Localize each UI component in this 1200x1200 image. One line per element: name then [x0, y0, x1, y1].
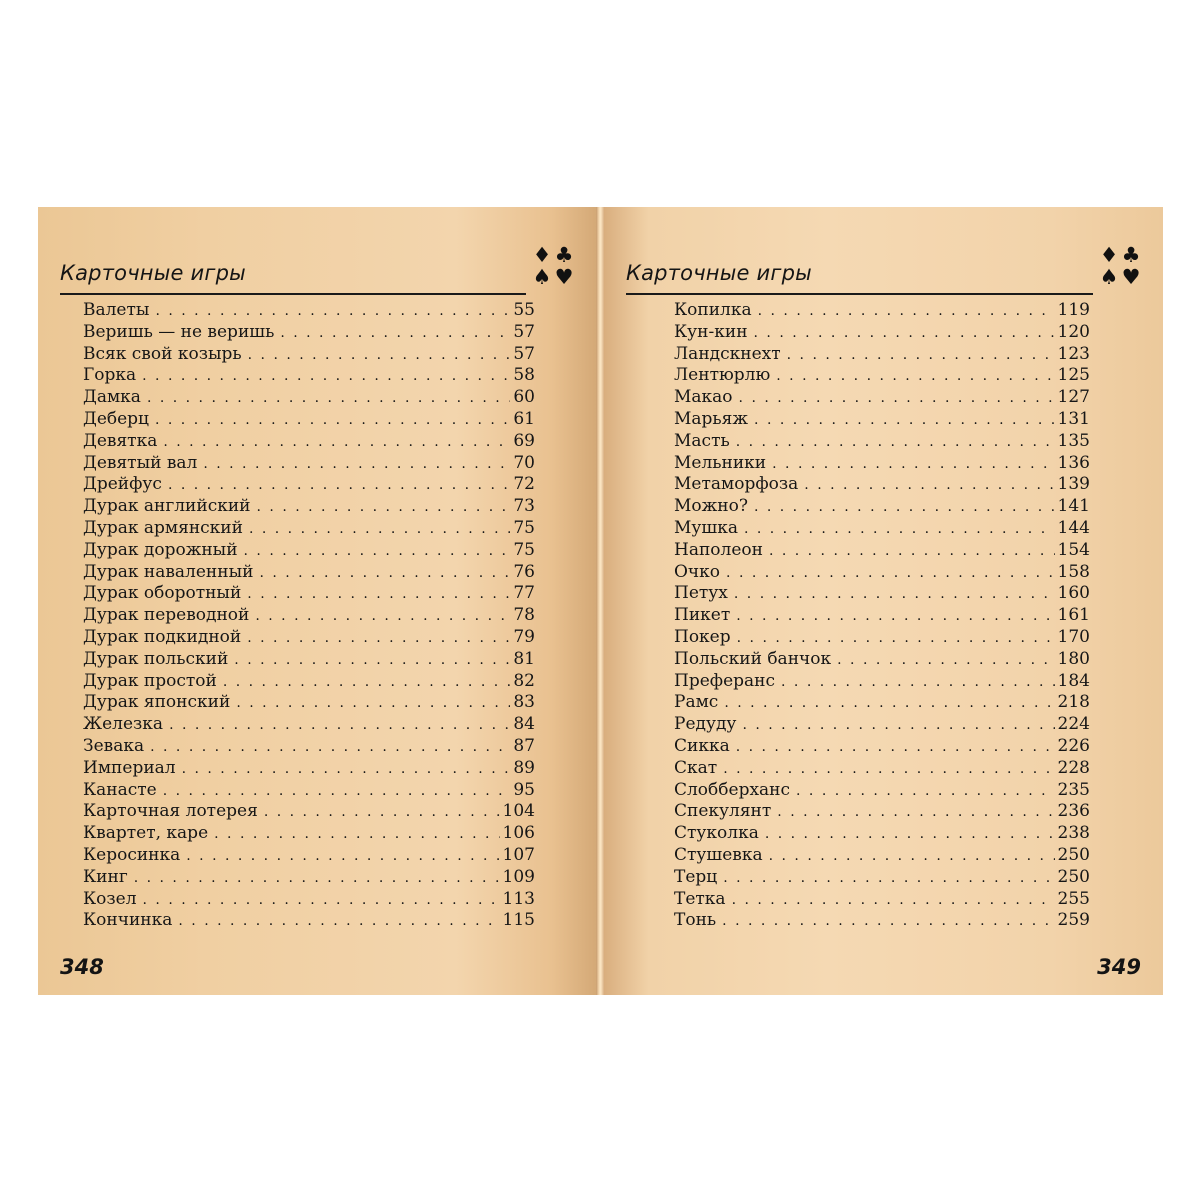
toc-entry: [674, 496, 1090, 518]
dot-leader: [155, 412, 510, 428]
toc-entry: [83, 387, 535, 409]
toc-entry-title: Скат: [674, 757, 718, 778]
dot-leader: [264, 804, 500, 820]
table-of-contents: [674, 300, 1090, 932]
toc-entry-title: Ландскнехт: [674, 343, 781, 364]
dot-leader: [280, 325, 510, 341]
toc-entry-page: 125: [1057, 365, 1090, 386]
toc-entry: [674, 365, 1090, 387]
toc-entry-page: 109: [502, 866, 535, 887]
toc-entry-page: 79: [513, 626, 535, 647]
spade-icon: ♠: [532, 265, 552, 289]
dot-leader: [236, 695, 510, 711]
toc-entry-page: 69: [513, 430, 535, 451]
toc-entry: [674, 736, 1090, 758]
toc-entry-page: 226: [1057, 735, 1090, 756]
toc-entry-title: Пикет: [674, 605, 731, 626]
page-number: 348: [60, 955, 104, 979]
toc-entry: [83, 344, 535, 366]
toc-entry-page: 104: [502, 801, 535, 822]
toc-entry-title: Масть: [674, 430, 730, 451]
toc-entry-page: 136: [1057, 452, 1090, 473]
toc-entry: [674, 431, 1090, 453]
diamond-icon: ♦: [532, 243, 552, 267]
toc-entry-title: Редуду: [674, 714, 737, 735]
dot-leader: [776, 368, 1054, 384]
diamond-icon: ♦: [1099, 243, 1119, 267]
heart-icon: ♥: [554, 265, 574, 289]
running-header: [626, 245, 1149, 295]
toc-entry-title: Канасте: [83, 779, 157, 800]
toc-entry-page: 224: [1057, 714, 1090, 735]
toc-entry-title: Марьяж: [674, 408, 749, 429]
toc-entry: [83, 736, 535, 758]
toc-entry-page: 228: [1057, 757, 1090, 778]
dot-leader: [169, 717, 510, 733]
toc-entry-title: Всяк свой козырь: [83, 343, 242, 364]
toc-entry-page: 115: [502, 910, 535, 931]
toc-entry-title: Сикка: [674, 735, 730, 756]
toc-entry: [674, 823, 1090, 845]
toc-entry: [83, 540, 535, 562]
toc-entry: [674, 627, 1090, 649]
dot-leader: [758, 303, 1055, 319]
toc-entry: [83, 823, 535, 845]
toc-entry-title: Валеты: [83, 300, 150, 320]
dot-leader: [769, 848, 1055, 864]
spade-icon: ♠: [1099, 265, 1119, 289]
heart-icon: ♥: [1121, 265, 1141, 289]
page-number: 349: [1097, 955, 1141, 979]
dot-leader: [186, 848, 499, 864]
dot-leader: [726, 565, 1055, 581]
toc-entry: [83, 300, 535, 322]
toc-entry-title: Слобберханс: [674, 779, 791, 800]
toc-entry: [83, 562, 535, 584]
toc-entry: [83, 649, 535, 671]
dot-leader: [255, 608, 510, 624]
toc-entry-title: Горка: [83, 365, 137, 386]
toc-entry-title: Петух: [674, 583, 728, 604]
toc-entry: [674, 518, 1090, 540]
dot-leader: [736, 608, 1054, 624]
dot-leader: [837, 652, 1054, 668]
toc-entry-title: Дурак простой: [83, 670, 217, 691]
toc-entry: [83, 758, 535, 780]
toc-entry-title: Стушевка: [674, 844, 763, 865]
dot-leader: [155, 303, 510, 319]
toc-entry-page: 113: [502, 888, 535, 909]
toc-entry: [83, 518, 535, 540]
toc-entry-page: 250: [1057, 866, 1090, 887]
toc-entry-title: Железка: [83, 714, 164, 735]
toc-entry: [674, 300, 1090, 322]
toc-entry-title: Дурак переводной: [83, 605, 250, 626]
dot-leader: [257, 499, 511, 515]
toc-entry-page: 89: [513, 757, 535, 778]
toc-entry-title: Преферанс: [674, 670, 776, 691]
dot-leader: [732, 892, 1055, 908]
toc-entry-title: Очко: [674, 561, 721, 582]
toc-entry-page: 250: [1057, 844, 1090, 865]
toc-entry: [674, 605, 1090, 627]
toc-entry-title: Метаморфоза: [674, 474, 799, 495]
toc-entry: [674, 583, 1090, 605]
toc-entry-page: 106: [502, 823, 535, 844]
dot-leader: [777, 804, 1054, 820]
toc-entry-title: Дурак японский: [83, 692, 231, 713]
dot-leader: [182, 761, 511, 777]
dot-leader: [248, 347, 511, 363]
toc-entry: [83, 845, 535, 867]
toc-entry: [83, 431, 535, 453]
toc-entry-title: Тетка: [674, 888, 726, 909]
toc-entry-title: Покер: [674, 626, 731, 647]
toc-entry-page: 144: [1057, 517, 1090, 538]
toc-entry-title: Мельники: [674, 452, 767, 473]
dot-leader: [147, 390, 510, 406]
toc-entry-title: Тонь: [674, 910, 717, 931]
toc-entry-page: 184: [1057, 670, 1090, 691]
toc-entry-page: 158: [1057, 561, 1090, 582]
dot-leader: [247, 586, 510, 602]
dot-leader: [234, 652, 510, 668]
header-title: Карточные игры: [626, 261, 812, 285]
toc-entry-page: 161: [1057, 605, 1090, 626]
dot-leader: [769, 543, 1055, 559]
toc-entry-page: 154: [1057, 539, 1090, 560]
toc-entry-title: Лентюрлю: [674, 365, 771, 386]
toc-entry-page: 236: [1057, 801, 1090, 822]
toc-entry-page: 58: [513, 365, 535, 386]
toc-entry-page: 119: [1057, 300, 1090, 320]
toc-entry-page: 139: [1057, 474, 1090, 495]
toc-entry: [674, 889, 1090, 911]
toc-entry: [83, 322, 535, 344]
club-icon: ♣: [554, 243, 574, 267]
toc-entry-page: 60: [513, 387, 535, 408]
card-suits-ornament: [1099, 245, 1143, 291]
dot-leader: [150, 739, 510, 755]
toc-entry-title: Козел: [83, 888, 137, 909]
toc-entry: [674, 671, 1090, 693]
dot-leader: [742, 717, 1054, 733]
toc-entry: [674, 540, 1090, 562]
toc-entry: [674, 801, 1090, 823]
toc-entry-page: 235: [1057, 779, 1090, 800]
toc-entry: [83, 671, 535, 693]
toc-entry-title: Кончинка: [83, 910, 173, 931]
toc-entry-page: 57: [513, 343, 535, 364]
toc-entry: [674, 692, 1090, 714]
toc-entry: [674, 387, 1090, 409]
toc-entry-title: Дурак английский: [83, 496, 251, 517]
toc-entry-title: Дурак армянский: [83, 517, 243, 538]
dot-leader: [739, 390, 1055, 406]
toc-entry-page: 76: [513, 561, 535, 582]
toc-entry-title: Империал: [83, 757, 176, 778]
dot-leader: [722, 913, 1054, 929]
toc-entry-page: 55: [513, 300, 535, 320]
toc-entry-page: 70: [513, 452, 535, 473]
toc-entry-page: 259: [1057, 910, 1090, 931]
toc-entry: [83, 910, 535, 932]
book-gutter: [596, 207, 604, 995]
toc-entry-title: Дурак польский: [83, 648, 229, 669]
toc-entry-title: Кинг: [83, 866, 128, 887]
toc-entry: [83, 692, 535, 714]
toc-entry: [83, 605, 535, 627]
toc-entry: [674, 322, 1090, 344]
dot-leader: [736, 739, 1055, 755]
toc-entry-title: Мушка: [674, 517, 738, 538]
toc-entry-page: 170: [1057, 626, 1090, 647]
toc-entry-page: 238: [1057, 823, 1090, 844]
toc-entry-title: Девятый вал: [83, 452, 198, 473]
toc-entry: [674, 845, 1090, 867]
toc-entry: [674, 453, 1090, 475]
header-rule: [626, 293, 1093, 295]
dot-leader: [754, 412, 1055, 428]
toc-entry-page: 75: [513, 517, 535, 538]
dot-leader: [178, 913, 499, 929]
toc-entry-page: 77: [513, 583, 535, 604]
toc-entry-page: 127: [1057, 387, 1090, 408]
dot-leader: [736, 434, 1055, 450]
dot-leader: [168, 477, 510, 493]
toc-entry: [83, 801, 535, 823]
toc-entry-title: Дрейфус: [83, 474, 162, 495]
dot-leader: [754, 325, 1055, 341]
dot-leader: [734, 586, 1055, 602]
toc-entry-page: 83: [513, 692, 535, 713]
dot-leader: [723, 761, 1054, 777]
toc-entry-title: Наполеон: [674, 539, 763, 560]
toc-entry: [83, 889, 535, 911]
table-of-contents: [83, 300, 535, 932]
toc-entry-title: Дурак оборотный: [83, 583, 242, 604]
toc-entry-title: Спекулянт: [674, 801, 772, 822]
toc-entry: [83, 453, 535, 475]
dot-leader: [772, 456, 1054, 472]
toc-entry-title: Польский банчок: [674, 648, 832, 669]
header-title: Карточные игры: [60, 261, 246, 285]
toc-entry-page: 82: [513, 670, 535, 691]
toc-entry: [83, 627, 535, 649]
dot-leader: [203, 456, 510, 472]
dot-leader: [723, 870, 1054, 886]
dot-leader: [247, 630, 510, 646]
toc-entry-title: Рамс: [674, 692, 719, 713]
toc-entry-page: 87: [513, 735, 535, 756]
running-header: [60, 245, 582, 295]
dot-leader: [737, 630, 1055, 646]
toc-entry-title: Стуколка: [674, 823, 759, 844]
toc-entry-title: Макао: [674, 387, 733, 408]
toc-entry-title: Деберц: [83, 408, 149, 429]
toc-entry-page: 160: [1057, 583, 1090, 604]
left-page: [38, 207, 596, 995]
toc-entry-page: 75: [513, 539, 535, 560]
dot-leader: [754, 499, 1055, 515]
dot-leader: [796, 783, 1055, 799]
toc-entry-title: Дурак подкидной: [83, 626, 242, 647]
toc-entry-page: 180: [1057, 648, 1090, 669]
dot-leader: [142, 368, 510, 384]
dot-leader: [163, 783, 511, 799]
toc-entry-page: 107: [502, 844, 535, 865]
dot-leader: [249, 521, 510, 537]
toc-entry-title: Дурак наваленный: [83, 561, 254, 582]
dot-leader: [781, 674, 1055, 690]
toc-entry: [674, 562, 1090, 584]
toc-entry: [674, 714, 1090, 736]
toc-entry-title: Квартет, каре: [83, 823, 209, 844]
club-icon: ♣: [1121, 243, 1141, 267]
dot-leader: [744, 521, 1055, 537]
dot-leader: [724, 695, 1054, 711]
toc-entry-title: Копилка: [674, 300, 752, 320]
toc-entry: [83, 496, 535, 518]
toc-entry: [674, 409, 1090, 431]
toc-entry-page: 84: [513, 714, 535, 735]
dot-leader: [143, 892, 500, 908]
toc-entry-page: 123: [1057, 343, 1090, 364]
right-page: [604, 207, 1163, 995]
card-suits-ornament: [532, 245, 576, 291]
toc-entry-page: 57: [513, 321, 535, 342]
dot-leader: [214, 826, 499, 842]
toc-entry-title: Дурак дорожный: [83, 539, 238, 560]
toc-entry: [83, 867, 535, 889]
dot-leader: [259, 565, 510, 581]
toc-entry-title: Терц: [674, 866, 718, 887]
toc-entry-title: Зевака: [83, 735, 145, 756]
toc-entry: [674, 474, 1090, 496]
toc-entry-title: Девятка: [83, 430, 158, 451]
toc-entry-page: 255: [1057, 888, 1090, 909]
toc-entry: [674, 344, 1090, 366]
dot-leader: [787, 347, 1055, 363]
toc-entry-title: Веришь — не веришь: [83, 321, 275, 342]
toc-entry: [83, 474, 535, 496]
toc-entry: [83, 780, 535, 802]
toc-entry-title: Керосинка: [83, 844, 181, 865]
dot-leader: [765, 826, 1055, 842]
toc-entry: [674, 780, 1090, 802]
toc-entry: [674, 649, 1090, 671]
toc-entry: [83, 365, 535, 387]
toc-entry: [83, 714, 535, 736]
dot-leader: [244, 543, 511, 559]
dot-leader: [163, 434, 510, 450]
toc-entry-page: 135: [1057, 430, 1090, 451]
toc-entry-page: 61: [513, 408, 535, 429]
toc-entry: [674, 910, 1090, 932]
toc-entry-title: Дамка: [83, 387, 141, 408]
toc-entry-page: 72: [513, 474, 535, 495]
book-spread: [38, 207, 1163, 995]
toc-entry: [83, 409, 535, 431]
toc-entry: [674, 867, 1090, 889]
toc-entry: [83, 583, 535, 605]
toc-entry-page: 120: [1057, 321, 1090, 342]
header-rule: [60, 293, 526, 295]
dot-leader: [223, 674, 511, 690]
toc-entry-page: 218: [1057, 692, 1090, 713]
dot-leader: [804, 477, 1054, 493]
toc-entry-title: Карточная лотерея: [83, 801, 258, 822]
toc-entry-page: 141: [1057, 496, 1090, 517]
toc-entry-title: Кун-кин: [674, 321, 748, 342]
toc-entry-page: 81: [513, 648, 535, 669]
toc-entry-title: Можно?: [674, 496, 748, 517]
toc-entry-page: 131: [1057, 408, 1090, 429]
toc-entry-page: 78: [513, 605, 535, 626]
toc-entry-page: 73: [513, 496, 535, 517]
toc-entry: [674, 758, 1090, 780]
toc-entry-page: 95: [513, 779, 535, 800]
dot-leader: [134, 870, 500, 886]
